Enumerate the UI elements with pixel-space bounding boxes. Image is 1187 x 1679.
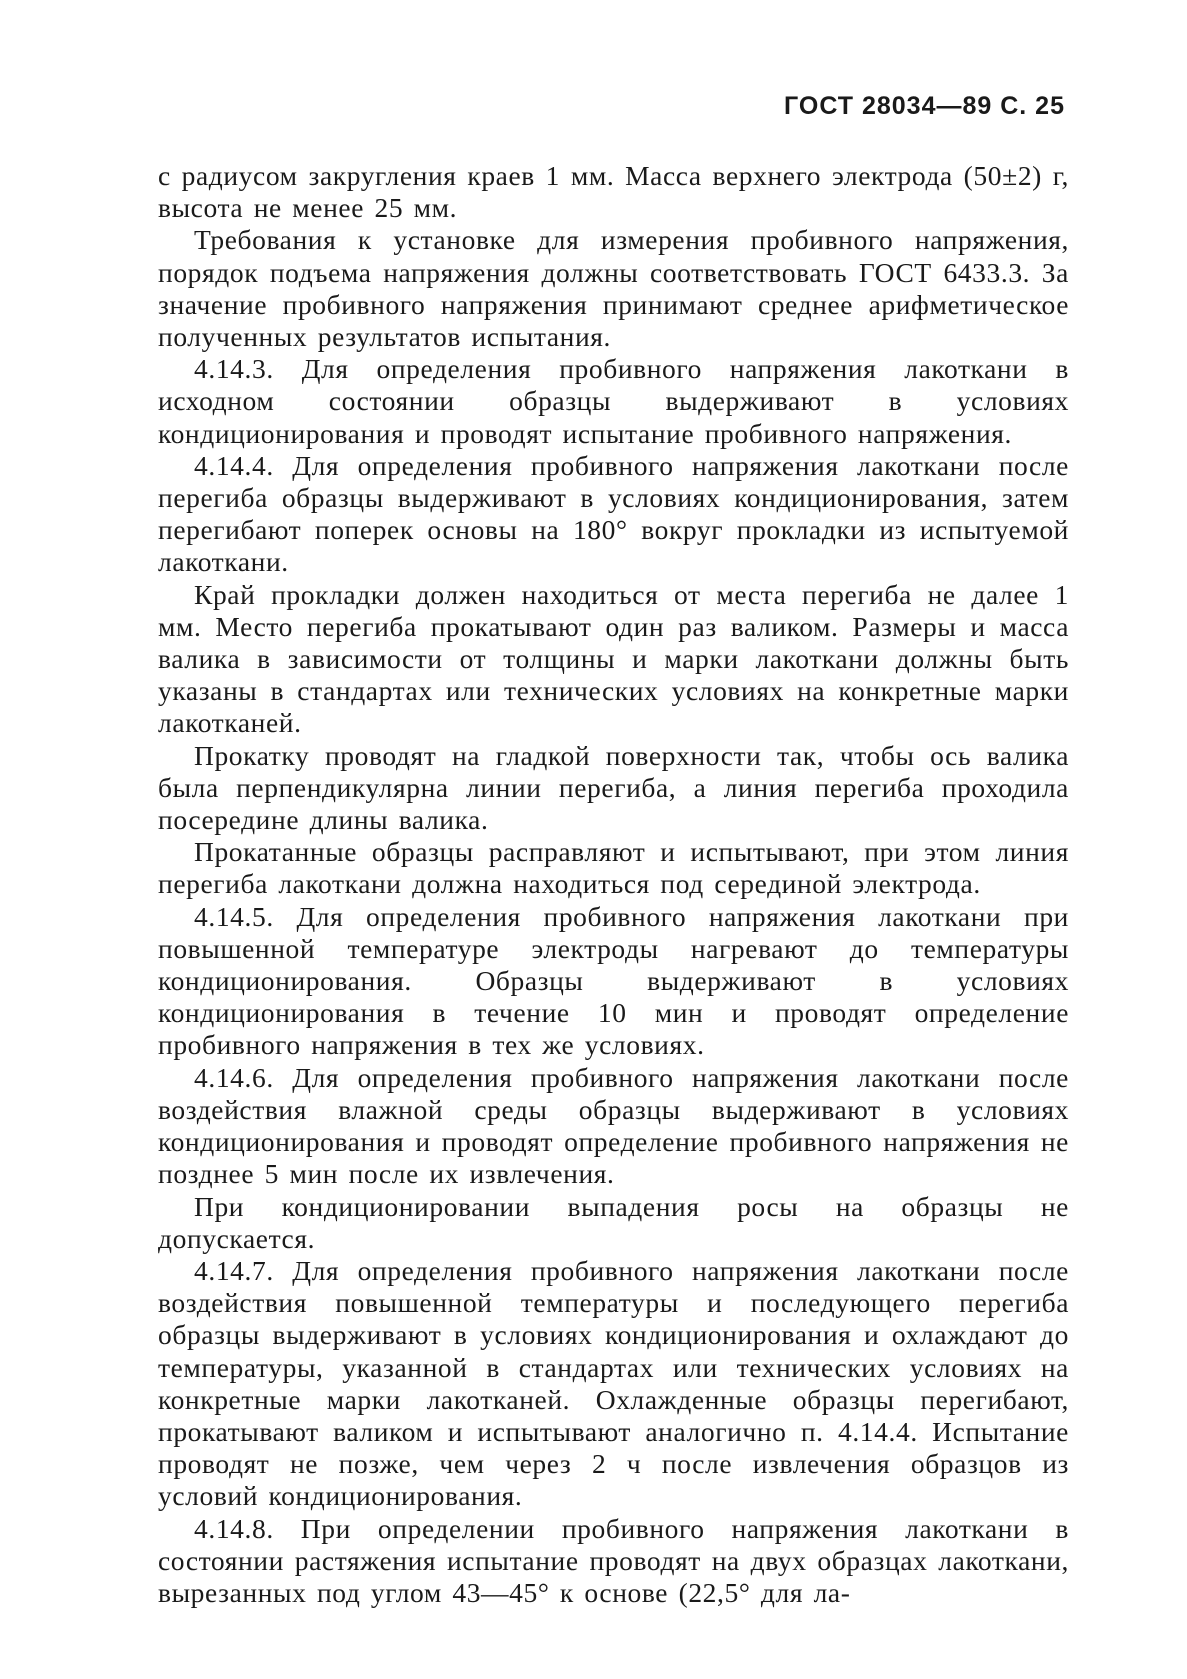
running-header: ГОСТ 28034—89 С. 25 (784, 92, 1065, 120)
paragraph-rolled-samples: Прокатанные образцы расправляют и испытывают, при этом линия перегиба лакоткани должна находиться под серединой электрода. (158, 836, 1069, 900)
paragraph-dew: При кондиционировании выпадения росы на образцы не допускается. (158, 1190, 1069, 1254)
paragraph-4-14-8: 4.14.8. При определении пробивного напряжения лакоткани в состоянии растяжения испытание проводят на двух образцах лакоткани, вырезанных под углом 43—45° к основе (22,5° для ла- (158, 1512, 1069, 1608)
paragraph-spacer-edge: Край прокладки должен находиться от места перегиба не далее 1 мм. Место перегиба прокатывают один раз валиком. Размеры и масса валика в зависимости от толщины и марки лакоткани должны быть указаны в стандартах или технических условиях на конкретные марки лакотканей. (158, 578, 1069, 739)
body-text (158, 160, 1069, 1609)
paragraph-4-14-6: 4.14.6. Для определения пробивного напряжения лакоткани после воздействия влажной среды образцы выдерживают в условиях кондиционирования и проводят определение пробивного напряжения не позднее 5 мин после их извлечения. (158, 1061, 1069, 1190)
paragraph-requirements: Требования к установке для измерения пробивного напряжения, порядок подъема напряжения должны соответствовать ГОСТ 6433.3. За значение пробивного напряжения принимают среднее арифметическое полученных результатов испытания. (158, 224, 1069, 353)
paragraph-4-14-3: 4.14.3. Для определения пробивного напряжения лакоткани в исходном состоянии образцы выдерживают в условиях кондиционирования и проводят испытание пробивного напряжения. (158, 353, 1069, 449)
paragraph-4-14-5: 4.14.5. Для определения пробивного напряжения лакоткани при повышенной температуре электроды нагревают до температуры кондиционирования. Образцы выдерживают в условиях кондиционирования в течение 10 мин и проводят определение пробивного напряжения в тех же условиях. (158, 900, 1069, 1061)
paragraph-continuation: с радиусом закругления краев 1 мм. Масса верхнего электрода (50±2) г, высота не менее 25 мм. (158, 160, 1069, 224)
paragraph-4-14-7: 4.14.7. Для определения пробивного напряжения лакоткани после воздействия повышенной температуры и последующего перегиба образцы выдерживают в условиях кондиционирования и охлаждают до температуры, указанной в стандартах или технических условиях на конкретные марки лакотканей. Охлажденные образцы перегибают, прокатывают валиком и испытывают аналогично п. 4.14.4. Испытание проводят не позже, чем через 2 ч после извлечения образцов из условий кондиционирования. (158, 1254, 1069, 1512)
paragraph-rolling: Прокатку проводят на гладкой поверхности так, чтобы ось валика была перпендикулярна линии перегиба, а линия перегиба проходила посередине длины валика. (158, 739, 1069, 836)
paragraph-4-14-4: 4.14.4. Для определения пробивного напряжения лакоткани после перегиба образцы выдерживают в условиях кондиционирования, затем перегибают поперек основы на 180° вокруг прокладки из испытуемой лакоткани. (158, 449, 1069, 578)
